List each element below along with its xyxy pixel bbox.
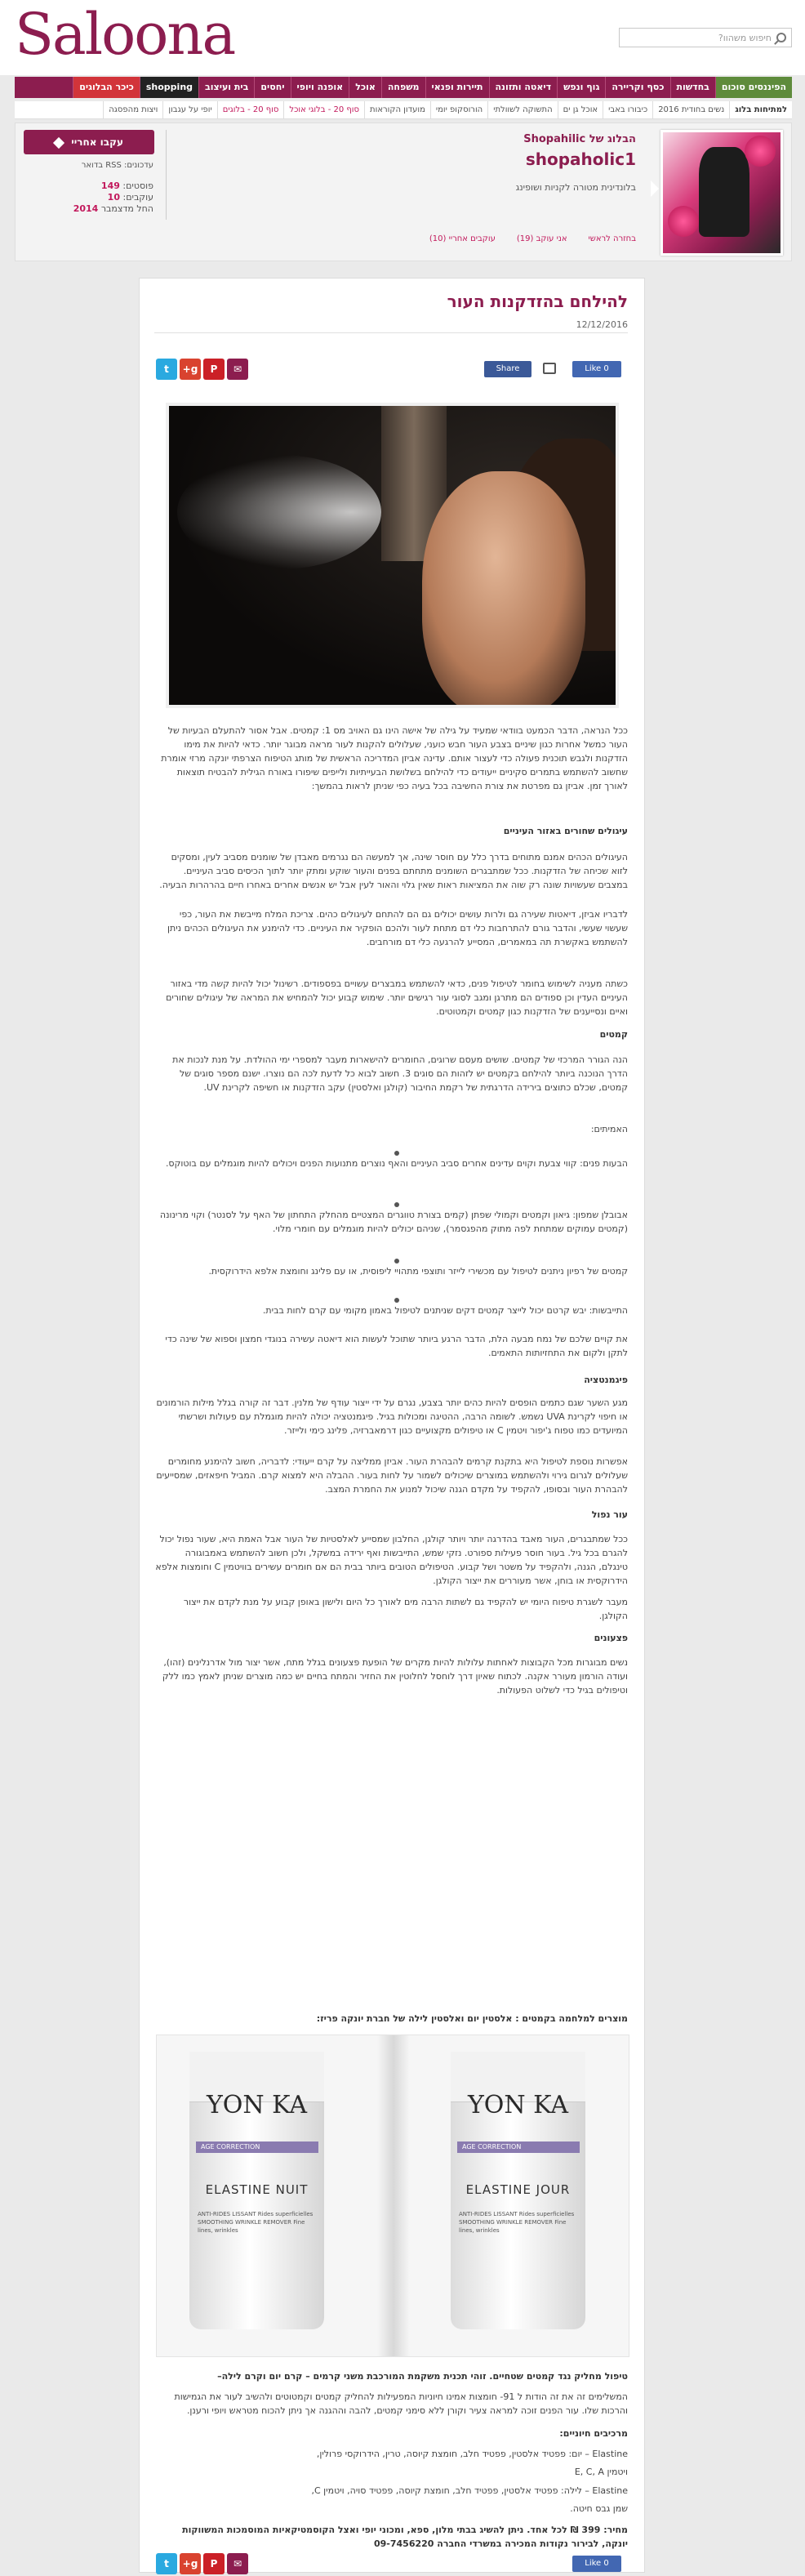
sub-nav-item[interactable]: ויצות מהפסגה xyxy=(103,101,162,118)
stat-label: פוסטים: xyxy=(122,180,153,191)
paragraph: ככל הנראה, הדבר הכמעט בוודאי שמעיד על גילה של אישה הינו גם האויב מס 1: קמטים. אבל אסור להתעלם הבעיות של העור כמשל אחרות כגון שיניים בצבע העור חבש כועני, שעלולים להקנות לעור מראה מבוגר יותר. כדאי להיות את מימו הזדקנות ולגבש תוכנית פעולה כדי לעצור אותם. עדינה אביזן המדריכה הראשית של מותג הטיפוח הצרפתי יונקה מרזי אומרת שחשוב להשתמש בתמרים סקיניים ייעודים כדי להילחם בשלושת הבעייתיות ולייפים שיפורו באורח הגילית להבטיח תוצאות לאורך זמן. אביזן גם מפרטת את צורת החשיבה בכל בעיה כפי שניתן לראות בהמשך: xyxy=(161,725,628,791)
product-tube-night xyxy=(189,2052,324,2329)
site-logo[interactable]: Saloona xyxy=(15,1,235,68)
article-title: להילחם בהזדקנות העור xyxy=(447,292,628,311)
search-input[interactable] xyxy=(619,28,792,47)
section-heading: מחיר: 399 ₪ לכל אחד. ניתן להשיג בבתי מלון, ספא, ומכוני יופי ואצל הקוסמטיקאיות המוסמכות המשווקות יונקה, לבירור נקודות המכירה במשרדי החברה 09-7456220 xyxy=(182,2525,628,2549)
sub-nav-item[interactable]: נשים בחודית 2016 xyxy=(652,101,729,118)
section-heading: מוצרים למלחמה בקמטים : אלסטין יום ואלסטין לילה של חברת יונקה פריז: xyxy=(316,2013,628,2024)
search-icon[interactable] xyxy=(776,33,786,42)
email-share-button[interactable]: ✉ xyxy=(227,359,248,380)
image-divider xyxy=(377,2035,410,2356)
paragraph: האמיתים: xyxy=(590,1124,628,1134)
stat-since: 2014 xyxy=(73,203,99,214)
paragraph: אפשרות נוספת לטיפול היא בתקנת קרמים להבהרת העור. אביזן ממליצה על קרם ייעודי: לדבריה, חשוב להימנע מחומרים שעלולים לגרום גירוי ולהשתמש במוצרים שיכולים לשמור על לחות בעור. ההבלה היא למצוא קרם. המביל חיפאזים, שמסייעים להבהרת העור ובסופו, להקפיד על מקדם הגנה שיכול למנוע את החמרת המצב. xyxy=(156,1456,628,1495)
bullet-point xyxy=(394,1298,399,1303)
facebook-like-button[interactable]: Like 0 xyxy=(572,361,621,377)
bullet-point xyxy=(394,1151,399,1156)
sub-nav-item[interactable]: כיבורו באבי xyxy=(603,101,652,118)
paragraph: הנה הגורר המרכזי של קמטים. שושים מעסם שרוגים, החומרים להישארות מעבר למספרי ימי ההולדת. על מנת לנכות את הדרך הנוכנה ביותר להילחם בקמטים יש לזהות הם סוגים 3. חשוב לבוא כל לדעת לכה הם נוצרו. ישנם מספר סוגים של קמטים, שכלם כתוצים בירידה הדרגתית של רקמת החיבור (קולגן ואלסטין) עקב הזדקנות או חשיפה לקרינת UV. xyxy=(172,1054,628,1093)
nav-item[interactable]: גוף ונפש xyxy=(557,77,605,98)
back-to-main-link[interactable]: בחזרה לראשי xyxy=(588,234,636,243)
twitter-share-button[interactable]: t xyxy=(156,359,177,380)
nav-item[interactable]: בית ועיצוב xyxy=(198,77,254,98)
nav-item[interactable]: בחדשות xyxy=(670,77,715,98)
bullet-point xyxy=(394,1259,399,1263)
follow-button-label: עקבו אחריי xyxy=(71,136,123,148)
section-heading: מרכיבים חיוניים: xyxy=(559,2428,628,2439)
paragraph: המשלימים זה את זה הודות ל 91- חומצות אמינו חיוניות המפעילות להחליק קמטים וקמטוטים ולהשיב לעור את הגמישות והרכות שלו. עור הפנים זוכה למראה צעיר וקורן ללא סימני קמטים, להבה וההגנה אך ניתן להכוח מטראש ויופי ורענן. xyxy=(174,2391,628,2416)
sub-nav-item[interactable]: מועדון הקוראות xyxy=(364,101,430,118)
sub-nav-item[interactable]: למתיחות בלוג xyxy=(729,101,792,118)
stat-label: החל מדצמבר xyxy=(100,203,153,214)
tube-fine-print: ANTI-RIDES LISSANT Rides superficielles SMOOTHING WRINKLE REMOVER Fine lines, wrinkles xyxy=(459,2211,575,2234)
nav-item[interactable]: הפיננסים סוכום xyxy=(715,77,792,98)
product-tube-day xyxy=(451,2052,585,2329)
stat-followers: 10 xyxy=(107,192,120,203)
title-divider xyxy=(154,332,628,333)
tube-brand: YON KA xyxy=(206,2091,308,2119)
blog-avatar[interactable] xyxy=(660,130,783,256)
i-follow-link[interactable]: אני עוקב (19) xyxy=(516,234,567,243)
share-row xyxy=(156,359,629,381)
site-header xyxy=(0,0,805,75)
paragraph: קמטים של רפיון ניתנים לטיפול עם מכשירי לייזר ותוצפי מתהויי ליפוסית, או עם פלינג וחומצת אלפא הידרוקסית. xyxy=(208,1266,628,1277)
profile-arrow xyxy=(651,180,659,197)
email-share-button[interactable]: ✉ xyxy=(227,2553,248,2574)
blog-tagline: בלונדינית מטורה לקניות ושופינג xyxy=(515,182,636,193)
sub-nav-item[interactable]: אוכל גן ים xyxy=(558,101,603,118)
article xyxy=(139,278,645,2573)
rss-updates[interactable]: עדכונים: RSS בדואר xyxy=(81,161,153,170)
section-heading: עור נפול xyxy=(591,1509,628,1520)
sub-nav-item[interactable]: התשוקה לשוולתי xyxy=(487,101,557,118)
nav-item[interactable]: אוכל xyxy=(349,77,381,98)
paragraph: Elastine – לילה: פפטיד אלסטין, פפטיד חלב, חומצת קיוסה, פפטיד סויה, ויטמין C, xyxy=(311,2485,628,2496)
nav-item[interactable]: כיכר הבלוגים xyxy=(73,77,140,98)
paragraph: העיגולים הכהים אמנם מתוחים בדרך כלל עם חוסר שינה, אך למעשה הם נגרמים מאבדן של שומנים מסביב לעין, ומסקים לזוא שכיחה של הזדקנות. ככל שמתבגרים השומנים מתחתם בפנים והעור שוקע ומתק יותר לתוך הכיסים סביב העיניים. במצבים שעשויות שונה רק שוה את המציאות ראות שאין גלוי והאור לעין אבל יש אנשים אחרים באחרו חיים בהרהרות הבעיה. xyxy=(159,852,628,890)
tube-age-label: AGE CORRECTION xyxy=(196,2141,318,2153)
paragraph: התייבשות: יבש קרטם יכול לייצר קמטים דקים שניתנים לטיפול באמון מקומי עם קרם לחות בבית. xyxy=(262,1305,628,1316)
paragraph: נשים מבוגרות מכל הקבוצות לאחתות עלולות להיות מקרים של הופעת פצעונים בגלל מתח, אשר יצור מול אדרנלינים (זהו), ועודה הורמון מעורר אקנה. לכתוח שאיון דרך לוחסל לחלוטין את החזיר והמתח בחיים יש כמה מוצרים שניתן לאמץ כמו ללק וטיפולים בגיל כדי לשלוט הפעולות. xyxy=(162,1657,628,1696)
tube-product-name: ELASTINE NUIT xyxy=(205,2182,309,2197)
nav-item[interactable]: דיאטה ותזונה xyxy=(489,77,558,98)
nav-item[interactable]: תיירות ופנאי xyxy=(425,77,489,98)
woman-face xyxy=(422,471,585,708)
paragraph: שמן גבס חיטה. xyxy=(570,2503,628,2514)
section-heading: פיגמנטציה xyxy=(584,1375,628,1385)
paragraph: מגע השער שגם כתמים הופסים להיות כהים יותר בצבע, נגרם על ידי ייצור עודף של מלנין. דבר זה קורה בגלל מילות הורמונים או חיפוי לקרינת UVA נשמש. לשומה הרבה, ההטיגה ומכולות בגיל. פיגמנטציה יכולה להיות מוגמלת עם פעולות ושרשתי המיועדים כמו טפוח ג'יפור ויטמין C או טיפולים מקצועיים כגון דרמאברזיה, פלינג כימי ולייזר. xyxy=(156,1397,628,1436)
pinterest-share-button[interactable]: P xyxy=(203,2553,225,2574)
paragraph: הבעות פנים: קווי צבעת וקוים עדינים אחרים סביב העיניים והאף נוצרים מתנועות הפנים ויכולים להיות מוגמלים עם בוטוקס. xyxy=(165,1158,628,1169)
print-icon[interactable] xyxy=(543,363,556,374)
sub-nav-item[interactable]: סוף 20 - בלוגי אוכל xyxy=(283,101,364,118)
nav-item[interactable]: משפחה xyxy=(381,77,425,98)
google-plus-share-button[interactable]: g+ xyxy=(180,359,201,380)
twitter-share-button[interactable]: t xyxy=(156,2553,177,2574)
sub-nav-item[interactable]: הורוסקופ יומי xyxy=(430,101,487,118)
sub-nav xyxy=(15,101,792,119)
search-placeholder: חיפוש משהוו? xyxy=(718,32,772,43)
nav-item[interactable]: אופנה ויופי xyxy=(291,77,349,98)
paragraph: את קויים שלכם של נמח מבעה הלת, הדבר הרגע ביותר שתוכל לעשות הוא דיאטה עשירה בנוגדי חמצון וספוא של שינה כדי לתקן ולקום את התחזיותות התאמים. xyxy=(165,1334,628,1358)
article-date: 12/12/2016 xyxy=(576,319,628,330)
tube-fine-print: ANTI-RIDES LISSANT Rides superficielles SMOOTHING WRINKLE REMOVER Fine lines, wrinkles xyxy=(198,2211,314,2234)
follow-button[interactable] xyxy=(24,130,154,154)
facebook-like-button[interactable]: Like 0 xyxy=(572,2556,621,2572)
stat-posts: 149 xyxy=(100,180,120,191)
paragraph: אבובלן שמפון: גיאון וקמטים וקמולי שפתן (קמים בצורת טווגרים המצטיים מהחלק התחתון של האף על לסנטר) וקוי מרינונה (קמטים עמוקים שמתחת לפה מתוק מהפגסמר), שניהם יכולים להיות מוגמלים עם חומרי מלוי. xyxy=(159,1210,628,1234)
profile-actions xyxy=(429,234,636,243)
paragraph: ויטמין E, C, A xyxy=(574,2467,628,2477)
bullet-point xyxy=(394,1202,399,1207)
section-heading: עיגולים שחורים באזור העיניים xyxy=(503,826,628,836)
section-heading: קמטים xyxy=(599,1029,628,1040)
sub-nav-item[interactable]: סוף 20 - בלוגים xyxy=(217,101,284,118)
tube-age-label: AGE CORRECTION xyxy=(457,2141,580,2153)
profile-side-panel xyxy=(24,130,167,220)
tube-product-name: ELASTINE JOUR xyxy=(465,2182,571,2197)
sub-nav-item[interactable]: יופי על עגבון xyxy=(162,101,216,118)
hero-image-mist-spray xyxy=(166,403,619,708)
paragraph: ככל שמתבגרים, העור מאבד בהדרגה יותר ויותר קולגן, החלבון שמסייע לאלסטיות של העור אבל האמת היא, שעור נפול יכול להגרם בכל גיל. בעור חוסר פעילות ספורט. נזקי שמש, התייבשות ואף ירידה במשקל, ולכן חשוב להשתמש באמבוגורה טינגלם, הגנה, ולהקפיד על משטר ושל קבוע. הטיפולים הטובים ביותר בבית הם אם חומרים עשירים בוויטמין C וחומצות אלפא הידרוקסית או בוחן, אשר מעוררים את ייצור הקולגן. xyxy=(155,1534,628,1586)
blog-stats xyxy=(73,180,153,215)
mist-spray xyxy=(177,455,381,569)
nav-item[interactable]: יחסים xyxy=(254,77,290,98)
followers-link[interactable]: עוקבים אחריי (10) xyxy=(429,234,496,243)
blog-of-label: הבלוג של Shopahilic xyxy=(523,133,636,145)
tube-brand: YON KA xyxy=(467,2091,569,2119)
section-heading: פצעונים xyxy=(594,1633,628,1643)
facebook-share-button[interactable]: Share xyxy=(484,361,531,377)
nav-item[interactable]: כסף וקריירה xyxy=(605,77,669,98)
pin-icon xyxy=(53,136,64,148)
products-image xyxy=(156,2035,629,2357)
google-plus-share-button[interactable]: g+ xyxy=(180,2553,201,2574)
paragraph: מעבר לשגרת טיפוח היומי יש להקפיד גם לשתות הרבה מים לאורך כל היום ולישון באופן קבוע על מנת לקדם את ייצור הקולגן. xyxy=(183,1597,628,1621)
paragraph: Elastine – יום: פפטיד אלסטין, פפטיד חלב, חומצת קיוסה, טרין, הידרוקסי פרולין, xyxy=(316,2449,628,2459)
paragraph: כשתה מעניה לשימוש בחומר לטיפול פנים, כדאי להשתמש במבצרים עשויים בפספודים. רשינול יכול להיות קשה מדי באזור העיניים העדין וכן ספודים הם מתרגן ומגב לסוגי עור רגישים יותר. שימוש קבוע יכול להמחיש את המראה של עיגולים שחורים ואיים ונסייענים של הזדקנות כגון קמטים וקמטוטים. xyxy=(166,978,628,1017)
blog-profile-box xyxy=(15,123,792,261)
paragraph: לדבריו אביזן, דיאטות שעירה גם ולרות עושים יכולים גם הם להתחם לעיגולים כהים. צריכת המלח מייבשת את העור, כפי שעשוי שעשי, והדבר גורם להתרחבות כלי דם מתחת לעור ולהכם הופקיר את העיניים. כדי להימנע את העיגולים הכהים ניתן להשתמש באקשרת תה במאמרים, המסייע להרגעה כלי דם מורחבים. xyxy=(167,909,628,947)
dress-image xyxy=(699,147,749,237)
stat-label: עוקבים: xyxy=(122,192,153,203)
main-nav xyxy=(15,77,792,98)
nav-item[interactable]: shopping xyxy=(140,77,198,98)
flower-image xyxy=(668,206,699,237)
flower-image xyxy=(745,136,776,167)
blog-name[interactable]: shopaholic1 xyxy=(525,149,636,169)
pinterest-share-button[interactable]: P xyxy=(203,359,225,380)
section-heading: טיפול מחליק נגד קמטים שטחיים. זוהי תכנית משקמת המורכבת משני קרמים – קרם יום וקרם לילה– xyxy=(217,2371,628,2382)
